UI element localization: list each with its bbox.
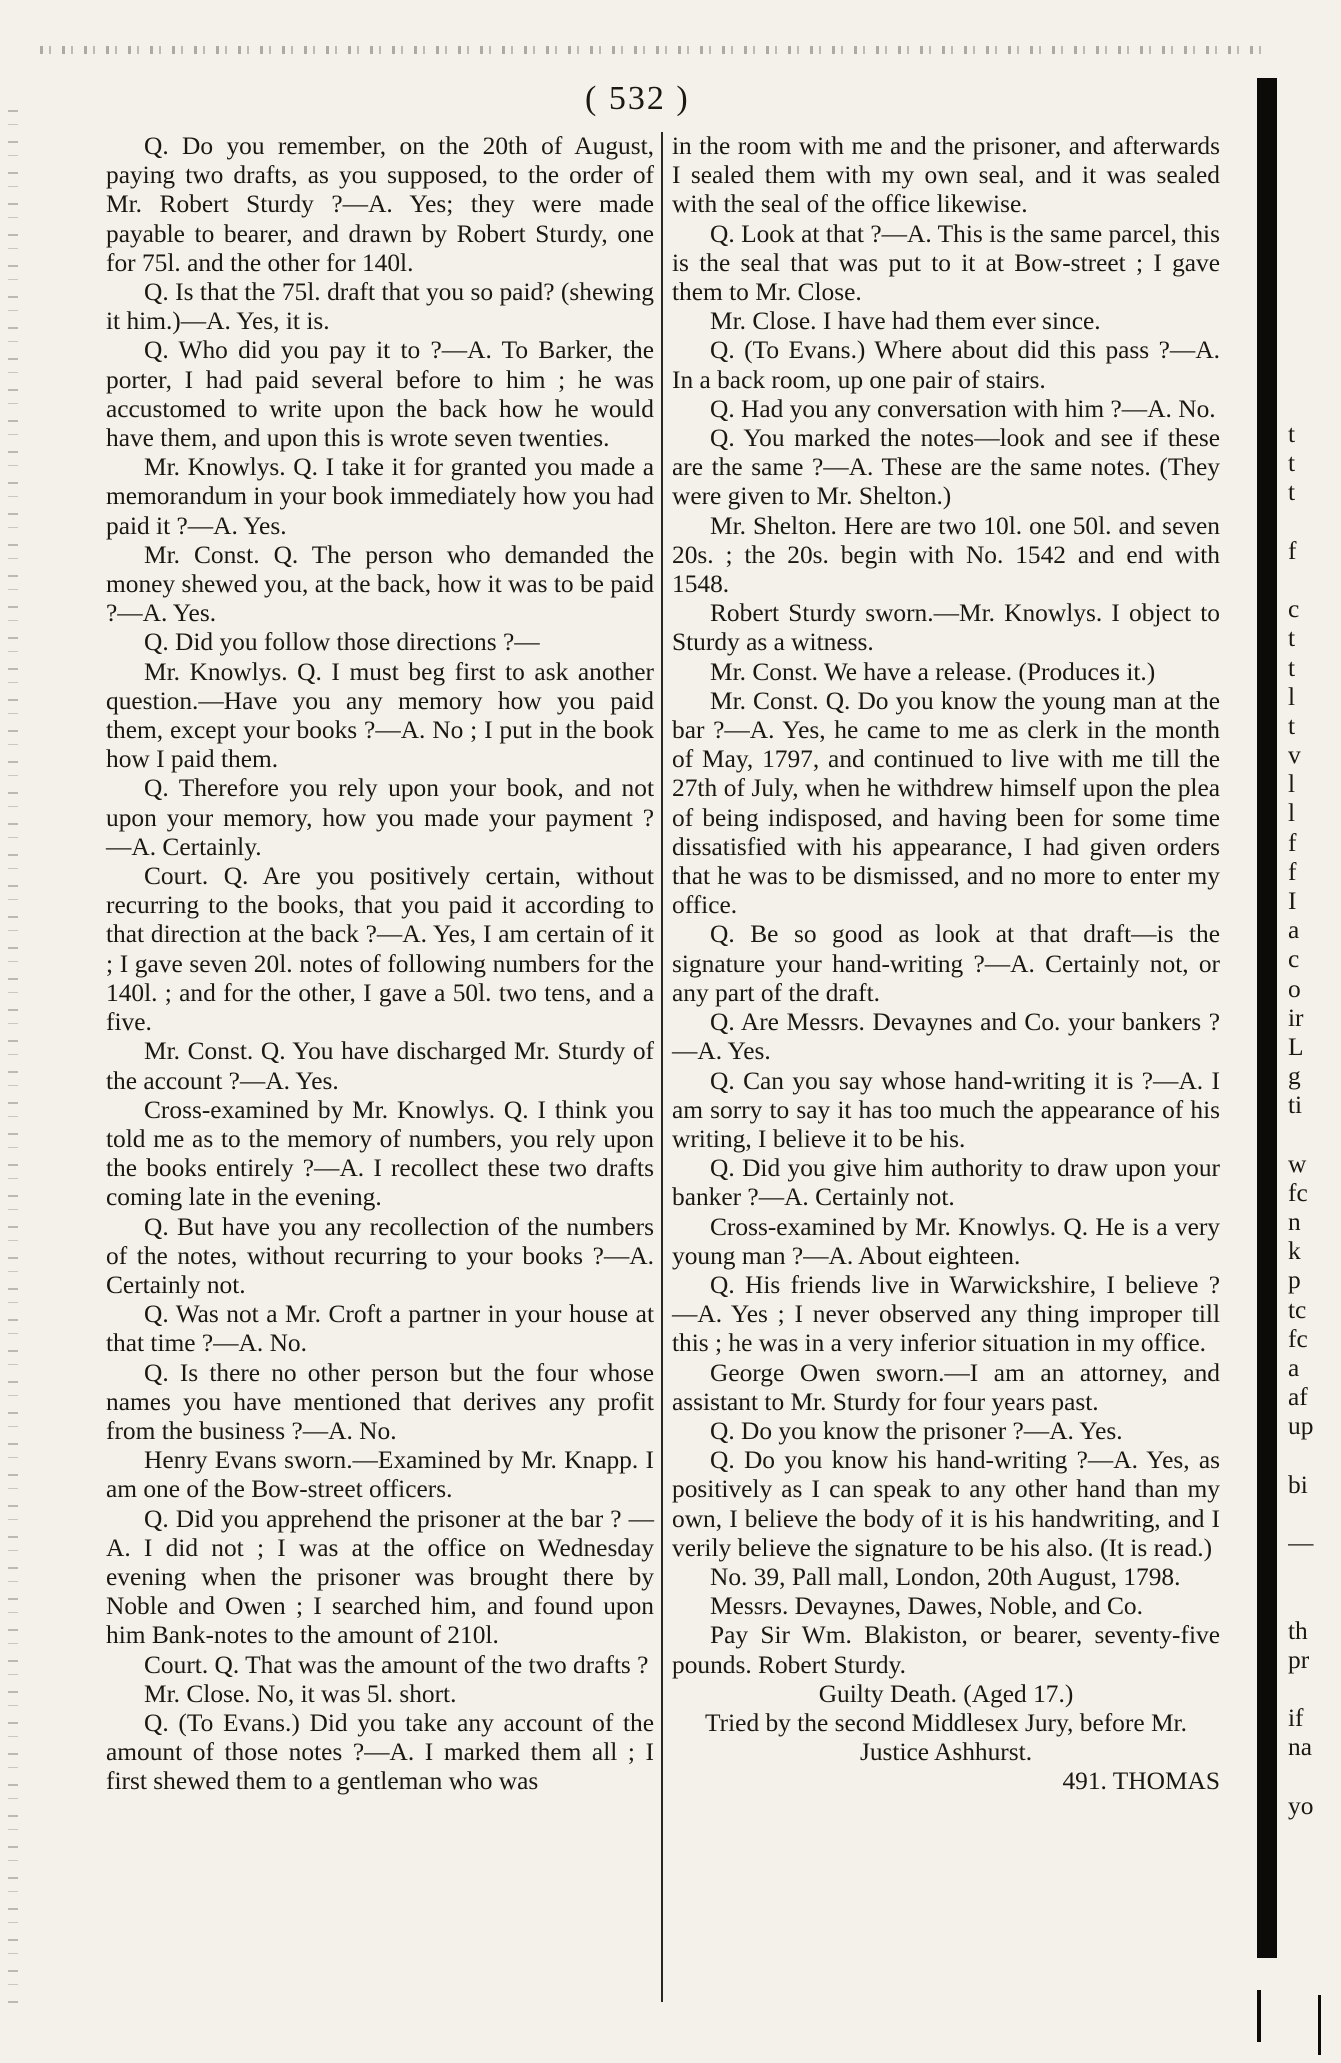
fragment-line — [1288, 566, 1338, 595]
fragment-line: p — [1288, 1266, 1301, 1295]
paragraph: Mr. Knowlys. Q. I must beg first to ask another question.—Have you any memory how you paid them, except your books ?—A. No ; I put in the book how I paid them. — [106, 657, 654, 774]
fragment-line — [1288, 1442, 1338, 1471]
paragraph: Q. Did you give him authority to draw upon your banker ?—A. Certainly not. — [672, 1154, 1220, 1212]
fragment-line: l — [1288, 799, 1296, 828]
fragment-line: L — [1288, 1032, 1304, 1061]
paragraph: Guilty Death. (Aged 17.) — [818, 1679, 1074, 1708]
paragraph: Q. Look at that ?—A. This is the same parcel, this is the seal that was put to it at Bow-street ; I gave them to Mr. Close. — [672, 219, 1220, 307]
paragraph: Q. Is that the 75l. draft that you so paid? (shewing it him.)—A. Yes, it is. — [106, 278, 654, 336]
fragment-line: if — [1288, 1704, 1304, 1733]
paragraph: Q. (To Evans.) Where about did this pass ?—A. In a back room, up one pair of stairs. — [672, 336, 1220, 394]
fragment-line: c — [1288, 945, 1300, 974]
paragraph: Q. You marked the notes—look and see if these are the same ?—A. These are the same notes. (They were given to Mr. Shelton.) — [672, 424, 1220, 511]
paragraph: Cross-examined by Mr. Knowlys. Q. He is a very young man ?—A. About eighteen. — [672, 1212, 1220, 1270]
fragment-line: t — [1288, 449, 1296, 478]
binding-shadow-tail — [1257, 1990, 1261, 2042]
paragraph: George Owen sworn.—I am an attorney, and assistant to Mr. Sturdy for four years past. — [672, 1358, 1220, 1416]
fragment-line: t — [1288, 711, 1296, 740]
fragment-line: w — [1288, 1149, 1307, 1178]
binding-shadow-tail-2 — [1318, 1995, 1321, 2055]
paragraph: Q. Do you know his hand-writing ?—A. Yes, as positively as I can speak to any other hand than my own, I believe the body of it is his handwriting, and I verily believe the signature to be his also. (It is read.) — [672, 1446, 1220, 1562]
fragment-line — [1288, 508, 1338, 537]
paragraph: Court. Q. Are you positively certain, without recurring to the books, that you paid it according to that direction at the back ?—A. Yes, I am certain of it ; I gave seven 20l. notes of following numbers for the 140l. ; and for the other, I gave a 50l. two tens, and a five. — [106, 862, 654, 1037]
paragraph: in the room with me and the prisoner, and afterwards I sealed them with my own seal, and it was sealed with the seal of the office likewise. — [672, 132, 1220, 219]
paragraph: Q. Are Messrs. Devaynes and Co. your bankers ?—A. Yes. — [672, 1008, 1220, 1066]
paragraph: Mr. Const. Q. The person who demanded the money shewed you, at the back, how it was to be paid ?—A. Yes. — [106, 540, 654, 628]
paragraph: Henry Evans sworn.—Examined by Mr. Knapp. I am one of the Bow-street officers. — [106, 1446, 654, 1504]
fragment-line: up — [1288, 1412, 1314, 1441]
fragment-line: t — [1288, 653, 1296, 682]
fragment-line: tc — [1288, 1295, 1307, 1324]
paragraph: Court. Q. That was the amount of the two drafts ? — [144, 1650, 649, 1679]
page-number: ( 532 ) — [585, 80, 690, 117]
paragraph: Robert Sturdy sworn.—Mr. Knowlys. I object to Sturdy as a witness. — [672, 599, 1220, 657]
fragment-line: f — [1288, 857, 1297, 886]
fragment-line: na — [1288, 1733, 1312, 1762]
fragment-line: t — [1288, 624, 1296, 653]
paragraph: 491. THOMAS — [1062, 1767, 1220, 1796]
fragment-line: — — [1288, 1529, 1314, 1558]
fragment-line — [1288, 1121, 1338, 1150]
fragment-line: yo — [1288, 1791, 1314, 1820]
paragraph: Tried by the second Middlesex Jury, before Mr. Justice Ashhurst. — [705, 1708, 1187, 1767]
fragment-line: pr — [1288, 1645, 1310, 1674]
fragment-line: fc — [1288, 1178, 1308, 1207]
fragment-line — [1288, 1558, 1338, 1587]
fragment-line: k — [1288, 1237, 1301, 1266]
paragraph: Q. Do you know the prisoner ?—A. Yes. — [710, 1416, 1123, 1445]
adjacent-page-fragments — [1288, 420, 1338, 1821]
fragment-line: fc — [1288, 1324, 1308, 1353]
fragment-line: o — [1288, 974, 1301, 1003]
paragraph: Messrs. Devaynes, Dawes, Noble, and Co. — [710, 1592, 1143, 1621]
fragment-line: v — [1288, 741, 1301, 770]
paragraph: Q. Do you remember, on the 20th of August, paying two drafts, as you supposed, to the order of Mr. Robert Sturdy ?—A. Yes; they were made payable to bearer, and drawn by Robert Sturdy, one for 75l. and the other for 140l. — [106, 132, 654, 277]
paragraph: Q. Was not a Mr. Croft a partner in your house at that time ?—A. No. — [106, 1300, 654, 1358]
paragraph: Q. Be so good as look at that draft—is the signature your hand-writing ?—A. Certainly not, or any part of the draft. — [672, 920, 1220, 1007]
paragraph: Q. But have you any recollection of the numbers of the notes, without recurring to your books ?—A. Certainly not. — [106, 1212, 654, 1299]
paragraph: Q. Is there no other person but the four whose names you have mentioned that derives any profit from the business ?—A. No. — [106, 1358, 654, 1445]
paragraph: Mr. Knowlys. Q. I take it for granted you made a memorandum in your book immediately how you had paid it ?—A. Yes. — [106, 453, 654, 540]
fragment-line: l — [1288, 770, 1296, 799]
column-divider — [661, 132, 663, 2002]
paragraph: Q. (To Evans.) Did you take any account of the amount of those notes ?—A. I marked them all ; I first shewed them to a gentleman who was — [106, 1708, 654, 1796]
fragment-line: t — [1288, 420, 1296, 448]
paragraph: Mr. Const. Q. Do you know the young man at the bar ?—A. Yes, he came to me as clerk in the month of May, 1797, and continued to live with me till the 27th of July, when he withdrew himself upon the plea of being indisposed, and having been for some time dissatisfied with his appearance, I had given orders that he was to be dismissed, and no more to enter my office. — [672, 686, 1220, 920]
paragraph: Mr. Const. We have a release. (Produces it.) — [710, 657, 1156, 686]
fragment-line — [1288, 1500, 1338, 1529]
fragment-line — [1288, 1763, 1338, 1792]
scan-noise-top — [40, 46, 1270, 54]
fragment-line: I — [1288, 887, 1297, 915]
paragraph: No. 39, Pall mall, London, 20th August, 1798. — [710, 1562, 1181, 1591]
paragraph: Cross-examined by Mr. Knowlys. Q. I think you told me as to the memory of numbers, you rely upon the books entirely ?—A. I recollect these two drafts coming late in the evening. — [106, 1095, 654, 1212]
fragment-line: t — [1288, 478, 1296, 507]
scan-noise-left — [8, 110, 18, 2010]
fragment-line: l — [1288, 682, 1296, 711]
fragment-line: f — [1288, 536, 1297, 565]
paragraph: Q. Can you say whose hand-writing it is ?—A. I am sorry to say it has too much the appearance of his writing, I believe it to be his. — [672, 1066, 1220, 1153]
paragraph: Q. Did you apprehend the prisoner at the bar ? —A. I did not ; I was at the office on Wednesday evening when the prisoner was brought there by Noble and Owen ; I searched him, and found upon him Bank-notes to the amount of 210l. — [106, 1504, 654, 1650]
fragment-line: a — [1288, 916, 1300, 945]
right-column — [672, 132, 1220, 1797]
fragment-line: n — [1288, 1208, 1301, 1237]
paragraph: Mr. Close. No, it was 5l. short. — [144, 1679, 457, 1708]
paragraph: Pay Sir Wm. Blakiston, or bearer, seventy-five pounds. Robert Sturdy. — [672, 1621, 1220, 1679]
fragment-line: ir — [1288, 1003, 1304, 1032]
fragment-line — [1288, 1588, 1338, 1617]
paragraph: Q. Had you any conversation with him ?—A. No. — [710, 394, 1216, 423]
paragraph: Q. Who did you pay it to ?—A. To Barker, the porter, I had paid several before to him ; he was accustomed to write upon the back how he would have them, and upon this is wrote seven twenties. — [106, 336, 654, 453]
fragment-line: a — [1288, 1354, 1300, 1382]
fragment-line: th — [1288, 1616, 1308, 1645]
left-column — [106, 132, 654, 1797]
paragraph: Mr. Shelton. Here are two 10l. one 50l. and seven 20s. ; the 20s. begin with No. 1542 and end with 1548. — [672, 511, 1220, 599]
fragment-line — [1288, 1675, 1338, 1704]
paragraph: Mr. Const. Q. You have discharged Mr. Sturdy of the account ?—A. Yes. — [106, 1037, 654, 1095]
fragment-line: ti — [1288, 1091, 1303, 1120]
fragment-line: g — [1288, 1062, 1301, 1091]
fragment-line: af — [1288, 1383, 1308, 1412]
paragraph: Q. Therefore you rely upon your book, and not upon your memory, how you made your payment ? —A. Certainly. — [106, 774, 654, 861]
fragment-line: f — [1288, 828, 1297, 857]
paragraph: Q. Did you follow those directions ?— — [144, 628, 540, 657]
paragraph: Mr. Close. I have had them ever since. — [710, 307, 1101, 336]
fragment-line: c — [1288, 595, 1300, 624]
paragraph: Q. His friends live in Warwickshire, I believe ? —A. Yes ; I never observed any thing improper till this ; he was in a very inferior situation in my office. — [672, 1270, 1220, 1358]
binding-shadow — [1257, 78, 1277, 1958]
fragment-line: bi — [1288, 1470, 1308, 1499]
